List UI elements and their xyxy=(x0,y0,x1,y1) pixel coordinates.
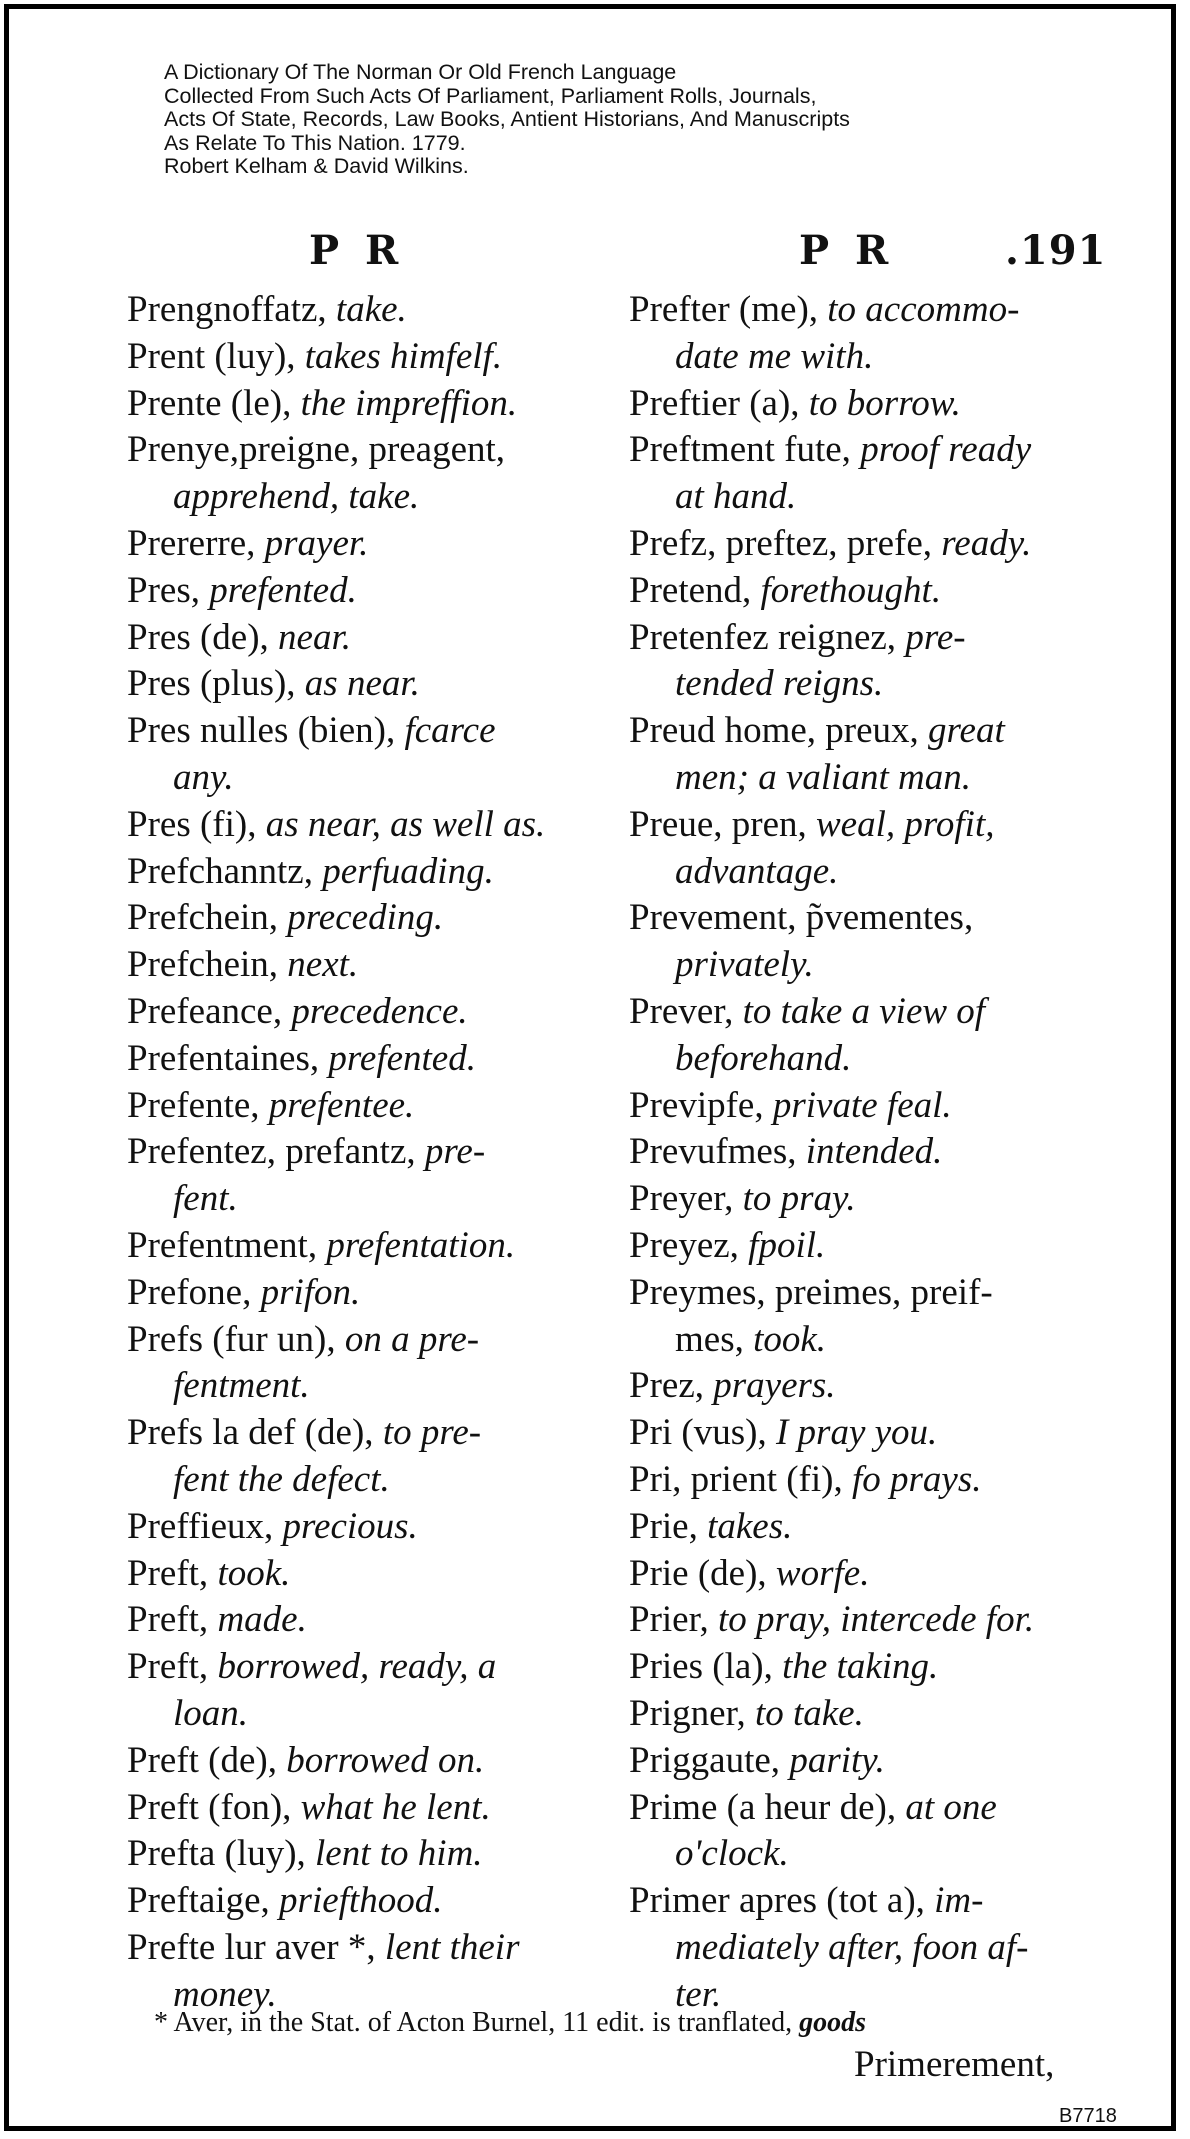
header-line: Acts Of State, Records, Law Books, Antient Historians, And Manuscripts xyxy=(164,107,850,131)
entry-definition: prefentation. xyxy=(326,1224,516,1266)
entry-definition: priefthood. xyxy=(279,1880,443,1922)
dictionary-entry xyxy=(629,1363,1099,1410)
entry-definition: lent their xyxy=(384,1926,520,1968)
footnote-tail: goods xyxy=(799,2007,866,2038)
dictionary-entry xyxy=(127,568,597,615)
footnote-lead: * Aver, in the Stat. of Acton Burnel, 11 edit. is tranflated, xyxy=(154,2007,800,2038)
entry-definition: as near, as well as. xyxy=(265,803,546,845)
dictionary-entry xyxy=(629,1878,1099,1925)
dictionary-entry xyxy=(629,1738,1099,1785)
entry-definition: the impreffion. xyxy=(300,382,518,424)
entry-headword: Preymes, preimes, preif- xyxy=(629,1271,993,1313)
entry-headword: Pri (vus), xyxy=(629,1412,776,1454)
dictionary-entry xyxy=(127,1129,597,1176)
entry-definition: forethought. xyxy=(760,569,942,611)
entry-definition: preceding. xyxy=(287,897,444,939)
dictionary-entry xyxy=(127,1878,597,1925)
entry-continuation xyxy=(127,1176,597,1223)
entry-headword: Prefs la def (de), xyxy=(127,1412,383,1454)
entry-headword: Pres nulles (bien), xyxy=(127,710,405,752)
dictionary-entry xyxy=(629,989,1099,1036)
entry-continuation xyxy=(127,755,597,802)
entry-headword: Prez, xyxy=(629,1365,714,1407)
entry-headword: Prime (a heur de), xyxy=(629,1786,906,1828)
entry-headword: Pres (plus), xyxy=(127,663,305,705)
dictionary-entry xyxy=(127,381,597,428)
dictionary-entry xyxy=(127,942,597,989)
dictionary-entry xyxy=(127,1317,597,1364)
entry-definition: proof ready xyxy=(860,429,1032,471)
entry-definition: borrowed, ready, a xyxy=(217,1646,497,1688)
running-head-left: P R xyxy=(309,227,405,274)
entry-continuation xyxy=(629,661,1099,708)
dictionary-entry xyxy=(127,1083,597,1130)
entry-headword: Prier, xyxy=(629,1599,718,1641)
dictionary-entry xyxy=(629,1504,1099,1551)
entry-definition: at hand. xyxy=(675,476,797,518)
entry-headword: Prefchein, xyxy=(127,944,288,986)
entry-headword: Preftment fute, xyxy=(629,429,861,471)
page-frame xyxy=(4,4,1176,2131)
entry-definition: to borrow. xyxy=(808,382,961,424)
entry-headword: Prefentaines, xyxy=(127,1037,329,1079)
dictionary-entry xyxy=(127,661,597,708)
header-line: As Relate To This Nation. 1779. xyxy=(164,130,466,155)
entry-headword: Preftier (a), xyxy=(629,382,809,424)
entry-continuation xyxy=(629,334,1099,381)
left-column xyxy=(127,287,597,2018)
entry-continuation xyxy=(629,1831,1099,1878)
entry-definition: prefented. xyxy=(209,569,357,611)
entry-definition: takes. xyxy=(707,1505,793,1547)
dictionary-entry xyxy=(629,1083,1099,1130)
entry-definition: precious. xyxy=(282,1505,418,1547)
entry-headword: mes, xyxy=(675,1318,754,1360)
footnote xyxy=(154,2007,1114,2039)
entry-headword: Prefter (me), xyxy=(629,289,828,330)
entry-headword: Preft (fon), xyxy=(127,1786,301,1828)
entry-headword: Prente (le), xyxy=(127,382,301,424)
entry-headword: Prevufmes, xyxy=(629,1131,806,1173)
dictionary-entry xyxy=(629,895,1099,942)
dictionary-entry xyxy=(127,427,597,474)
entry-headword: Preud home, preux, xyxy=(629,710,929,752)
header-line: Collected From Such Acts Of Parliament, Parliament Rolls, Journals, xyxy=(164,83,817,108)
entry-headword: Preft, xyxy=(127,1552,218,1594)
entry-definition: date me with. xyxy=(675,335,874,377)
entry-definition: advantage. xyxy=(675,850,839,892)
entry-headword: Prengnoffatz, xyxy=(127,289,336,330)
entry-definition: prayers. xyxy=(713,1365,836,1407)
entry-headword: Priggaute, xyxy=(629,1739,790,1781)
document-header xyxy=(164,61,1064,179)
entry-continuation xyxy=(629,942,1099,989)
entry-continuation xyxy=(629,849,1099,896)
dictionary-entry xyxy=(127,1925,597,1972)
entry-definition: next. xyxy=(287,944,359,986)
entry-definition: any. xyxy=(173,756,234,798)
entry-headword: Prefeance, xyxy=(127,990,292,1032)
dictionary-entry xyxy=(629,427,1099,474)
entry-headword: Previpfe, xyxy=(629,1084,773,1126)
entry-definition: to take. xyxy=(754,1692,864,1734)
entry-continuation xyxy=(629,755,1099,802)
entry-definition: near. xyxy=(278,616,352,658)
entry-headword: Pretenfez reignez, xyxy=(629,616,906,658)
entry-definition: perfuading. xyxy=(322,850,494,892)
entry-headword: Pries (la), xyxy=(629,1646,783,1688)
dictionary-entry xyxy=(629,1457,1099,1504)
entry-definition: to pray. xyxy=(742,1178,856,1220)
entry-headword: Prenye,preigne, preagent, xyxy=(127,429,506,471)
entry-definition: fo prays. xyxy=(851,1458,982,1500)
entry-headword: Pres, xyxy=(127,569,210,611)
entry-continuation xyxy=(127,1363,597,1410)
dictionary-entry xyxy=(127,1644,597,1691)
entry-definition: borrowed on. xyxy=(286,1739,485,1781)
entry-definition: apprehend, take. xyxy=(173,476,420,518)
entry-headword: Prefone, xyxy=(127,1271,261,1313)
entry-definition: prefentee. xyxy=(268,1084,415,1126)
entry-continuation xyxy=(629,1925,1099,1972)
entry-continuation xyxy=(127,1457,597,1504)
dictionary-entry xyxy=(127,895,597,942)
entry-definition: take. xyxy=(335,289,407,330)
entry-headword: Prevement, p̃vementes, xyxy=(629,897,974,939)
entry-continuation xyxy=(629,1317,1099,1364)
catchword: Primerement, xyxy=(854,2044,1055,2085)
entry-headword: Primer apres (tot a), xyxy=(629,1880,935,1922)
entry-definition: took. xyxy=(217,1552,291,1594)
entry-definition: parity. xyxy=(789,1739,885,1781)
entry-headword: Preyer, xyxy=(629,1178,743,1220)
entry-headword: Prefs (fur un), xyxy=(127,1318,345,1360)
entry-headword: Preftaige, xyxy=(127,1880,280,1922)
entry-headword: Preft (de), xyxy=(127,1739,287,1781)
entry-headword: Preffieux, xyxy=(127,1505,283,1547)
entry-definition: loan. xyxy=(173,1692,249,1734)
dictionary-entry xyxy=(127,1597,597,1644)
entry-definition: I pray you. xyxy=(775,1412,938,1454)
entry-headword: Pres (de), xyxy=(127,616,279,658)
dictionary-entry xyxy=(629,1129,1099,1176)
entry-headword: Prefentez, prefantz, xyxy=(127,1131,425,1173)
entry-definition: intended. xyxy=(805,1131,943,1173)
entry-definition: worfe. xyxy=(775,1552,870,1594)
entry-definition: prayer. xyxy=(264,522,369,564)
entry-headword: Prie, xyxy=(629,1505,708,1547)
entry-definition: as near. xyxy=(304,663,420,705)
image-code: B7718 xyxy=(1059,2105,1117,2127)
entry-definition: fent the defect. xyxy=(173,1458,390,1500)
entry-definition: mediately after, foon af- xyxy=(675,1926,1029,1968)
entry-headword: Prererre, xyxy=(127,522,265,564)
entry-continuation xyxy=(127,1691,597,1738)
entry-definition: pre- xyxy=(905,616,966,658)
entry-definition: fent. xyxy=(173,1178,238,1220)
entry-definition: to take a view of xyxy=(742,990,986,1032)
entry-headword: Prefchanntz, xyxy=(127,850,323,892)
entry-continuation xyxy=(629,474,1099,521)
entry-definition: takes himfelf. xyxy=(304,335,503,377)
entry-headword: Prefz, preftez, prefe, xyxy=(629,522,942,564)
entry-definition: private feal. xyxy=(772,1084,952,1126)
dictionary-entry xyxy=(629,568,1099,615)
entry-continuation xyxy=(127,474,597,521)
entry-headword: Prie (de), xyxy=(629,1552,776,1594)
dictionary-entry xyxy=(127,1036,597,1083)
entry-definition: to pre- xyxy=(382,1412,482,1454)
entry-definition: ready. xyxy=(941,522,1032,564)
entry-headword: Preft, xyxy=(127,1646,218,1688)
dictionary-entry xyxy=(127,1551,597,1598)
entry-definition: lent to him. xyxy=(315,1833,483,1875)
dictionary-entry xyxy=(629,1551,1099,1598)
entry-definition: im- xyxy=(934,1880,984,1922)
entry-definition: privately. xyxy=(675,944,814,986)
entry-definition: to accommo- xyxy=(827,289,1020,330)
dictionary-entry xyxy=(629,1270,1099,1317)
header-line: Robert Kelham & David Wilkins. xyxy=(164,154,469,178)
entry-definition: men; a valiant man. xyxy=(675,756,971,798)
entry-definition: fpoil. xyxy=(748,1224,826,1266)
entry-definition: great xyxy=(928,710,1005,752)
entry-headword: Pres (fi), xyxy=(127,803,266,845)
entry-definition: pre- xyxy=(424,1131,486,1173)
dictionary-entry xyxy=(127,1410,597,1457)
dictionary-entry xyxy=(629,708,1099,755)
entry-definition: fentment. xyxy=(173,1365,310,1407)
entry-headword: Prefchein, xyxy=(127,897,288,939)
entry-definition: beforehand. xyxy=(675,1037,852,1079)
dictionary-entry xyxy=(127,615,597,662)
entry-definition: fcarce xyxy=(404,710,496,752)
entry-headword: Preyez, xyxy=(629,1224,749,1266)
dictionary-entry xyxy=(629,287,1099,334)
dictionary-entry xyxy=(629,1176,1099,1223)
entry-headword: Prent (luy), xyxy=(127,335,305,377)
entry-headword: Prefente, xyxy=(127,1084,269,1126)
entry-definition: on a pre- xyxy=(344,1318,480,1360)
entry-definition: o'clock. xyxy=(675,1833,789,1875)
dictionary-entry xyxy=(127,1504,597,1551)
entry-definition: precedence. xyxy=(291,990,468,1032)
entry-definition: the taking. xyxy=(782,1646,939,1688)
dictionary-entry xyxy=(127,1738,597,1785)
entry-definition: prefented. xyxy=(328,1037,476,1079)
entry-headword: Pretend, xyxy=(629,569,761,611)
header-line: A Dictionary Of The Norman Or Old French Language xyxy=(164,60,677,84)
dictionary-entry xyxy=(629,521,1099,568)
entry-definition: made. xyxy=(217,1599,307,1641)
dictionary-entry xyxy=(629,1644,1099,1691)
entry-headword: Preft, xyxy=(127,1599,218,1641)
entry-definition: prifon. xyxy=(260,1271,361,1313)
dictionary-entry xyxy=(629,1785,1099,1832)
page-number: .191 xyxy=(1005,227,1107,274)
dictionary-entry xyxy=(629,1410,1099,1457)
dictionary-entry xyxy=(629,1691,1099,1738)
dictionary-entry xyxy=(127,708,597,755)
dictionary-entry xyxy=(127,1270,597,1317)
dictionary-entry xyxy=(127,334,597,381)
entry-headword: Prefentment, xyxy=(127,1224,327,1266)
entry-continuation xyxy=(629,1036,1099,1083)
dictionary-entry xyxy=(127,989,597,1036)
entry-definition: to pray, intercede for. xyxy=(717,1599,1035,1641)
entry-definition: money. xyxy=(173,1973,277,2015)
entry-headword: Pri, prient (fi), xyxy=(629,1458,852,1500)
dictionary-entry xyxy=(127,849,597,896)
entry-definition: took. xyxy=(753,1318,827,1360)
dictionary-entry xyxy=(127,802,597,849)
running-head-right: P R xyxy=(799,227,895,274)
entry-definition: tended reigns. xyxy=(675,663,884,705)
entry-headword: Prigner, xyxy=(629,1692,755,1734)
entry-definition: what he lent. xyxy=(300,1786,491,1828)
dictionary-entry xyxy=(629,1223,1099,1270)
right-column xyxy=(629,287,1099,2018)
entry-definition: ter. xyxy=(675,1973,722,2015)
dictionary-entry xyxy=(629,615,1099,662)
entry-headword: Preue, pren, xyxy=(629,803,816,845)
entry-definition: weal, profit, xyxy=(816,803,995,845)
dictionary-entry xyxy=(629,1597,1099,1644)
dictionary-entry xyxy=(127,1785,597,1832)
dictionary-entry xyxy=(127,1223,597,1270)
entry-headword: Prefte lur aver *, xyxy=(127,1926,385,1968)
entry-definition: at one xyxy=(905,1786,997,1828)
dictionary-entry xyxy=(629,381,1099,428)
dictionary-entry xyxy=(629,802,1099,849)
dictionary-entry xyxy=(127,521,597,568)
dictionary-entry xyxy=(127,1831,597,1878)
entry-headword: Prefta (luy), xyxy=(127,1833,316,1875)
entry-headword: Prever, xyxy=(629,990,743,1032)
dictionary-entry xyxy=(127,287,597,334)
